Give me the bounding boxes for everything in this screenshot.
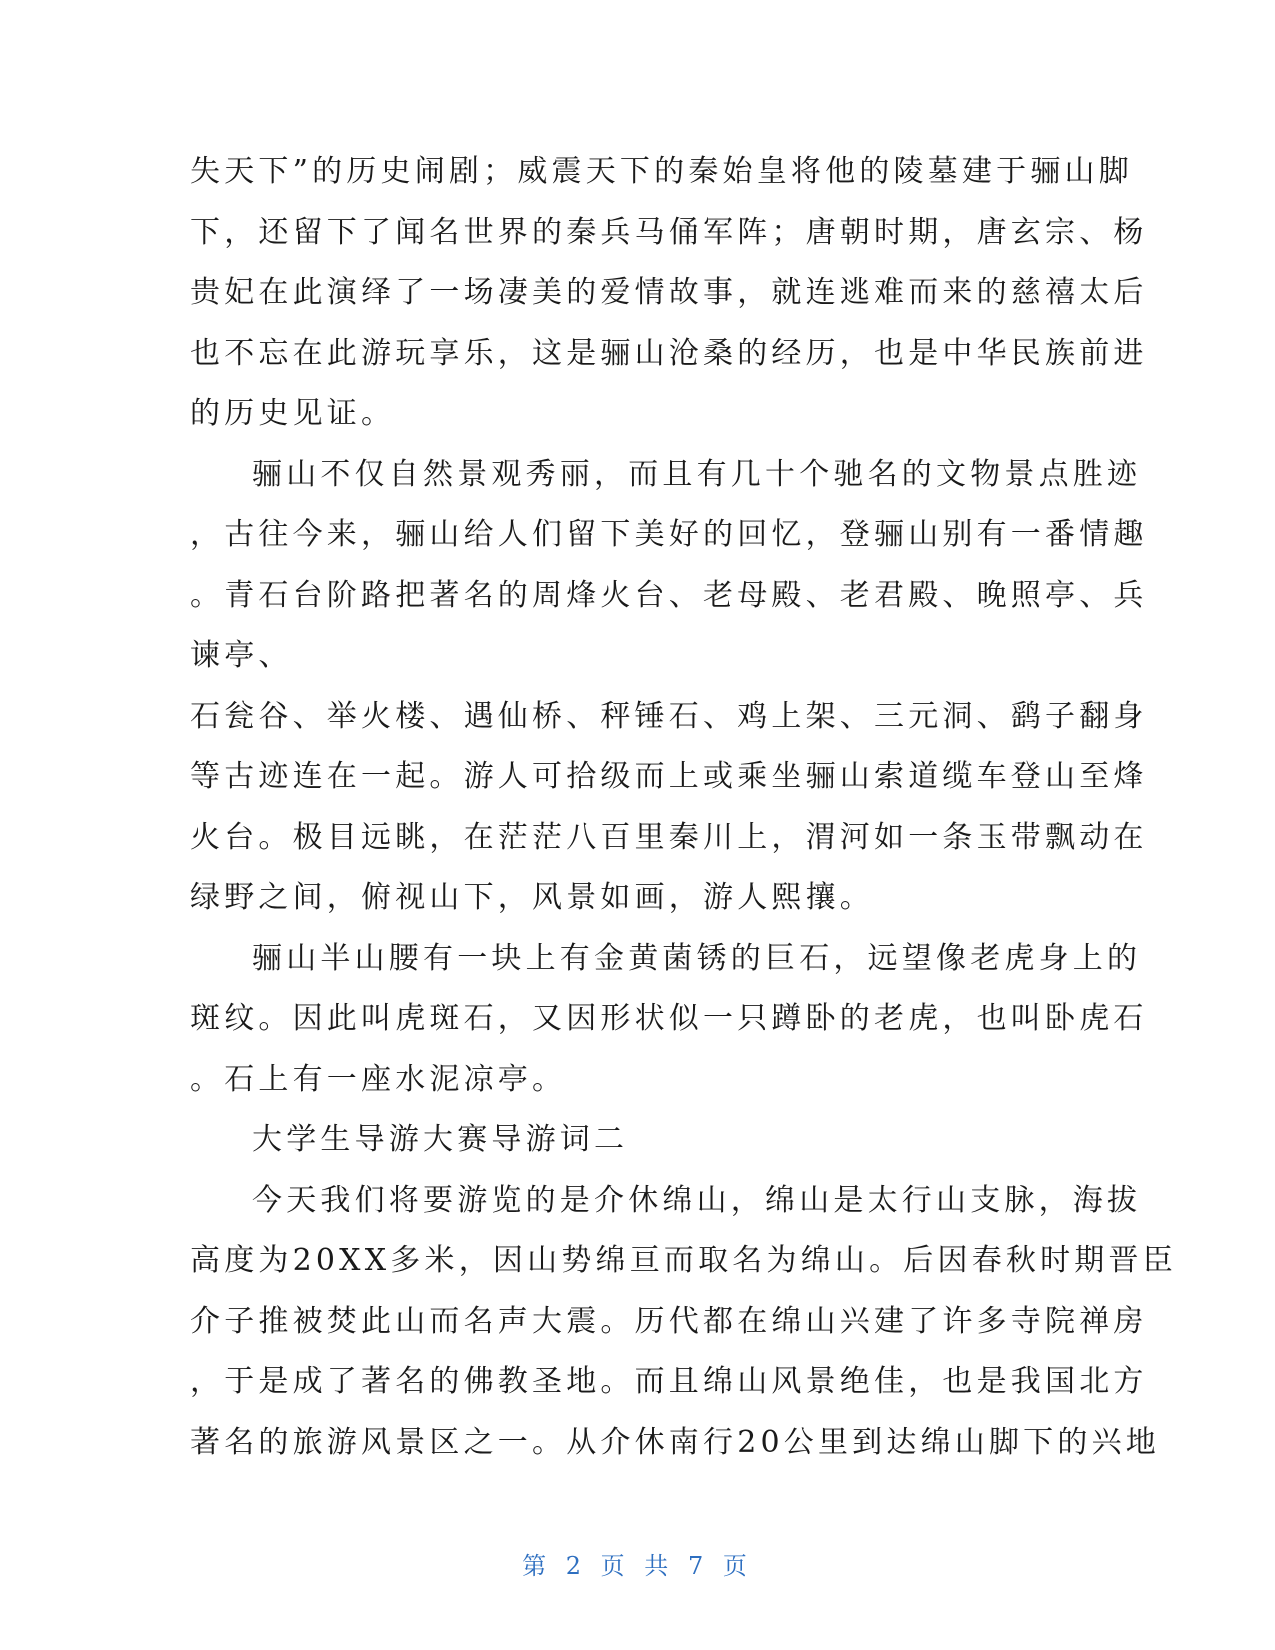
text-line: 。石上有一座水泥凉亭。 bbox=[190, 1061, 567, 1097]
text-line: 高度为20XX多米，因山势绵亘而取名为绵山。后因春秋时期晋臣 bbox=[190, 1243, 1177, 1278]
text-line: ，古往今来，骊山给人们留下美好的回忆，登骊山别有一番情趣 bbox=[190, 517, 1148, 552]
section-heading: 大学生导游大赛导游词二 bbox=[252, 1122, 629, 1157]
text-line: 斑纹。因此叫虎斑石，又因形状似一只蹲卧的老虎，也叫卧虎石 bbox=[190, 1001, 1148, 1036]
page-number-footer: 第 2 页 共 7 页 bbox=[522, 1552, 753, 1580]
text-line: 绿野之间，俯视山下，风景如画，游人熙攘。 bbox=[190, 880, 874, 915]
document-body bbox=[190, 142, 1177, 1473]
text-line: 谏亭、 bbox=[190, 638, 293, 673]
text-line: 下，还留下了闻名世界的秦兵马俑军阵；唐朝时期，唐玄宗、杨 bbox=[190, 214, 1148, 250]
text-line: 失天下”的历史闹剧；威震天下的秦始皇将他的陵墓建于骊山脚 bbox=[190, 154, 1133, 189]
text-line: 贵妃在此演绎了一场凄美的爱情故事，就连逃难而来的慈禧太后 bbox=[190, 275, 1148, 310]
paragraph-first-line: 骊山不仅自然景观秀丽，而且有几十个驰名的文物景点胜迹 bbox=[252, 456, 1142, 492]
text-line: 等古迹连在一起。游人可拾级而上或乘坐骊山索道缆车登山至烽 bbox=[190, 759, 1148, 794]
text-line: 火台。极目远眺，在茫茫八百里秦川上，渭河如一条玉带飘动在 bbox=[190, 819, 1148, 855]
text-line: 介子推被焚此山而名声大震。历代都在绵山兴建了许多寺院禅房 bbox=[190, 1303, 1148, 1339]
text-line: 。青石台阶路把著名的周烽火台、老母殿、老君殿、晚照亭、兵 bbox=[190, 577, 1148, 613]
paragraph-first-line: 今天我们将要游览的是介休绵山，绵山是太行山支脉，海拔 bbox=[252, 1182, 1142, 1218]
text-line: 的历史见证。 bbox=[190, 396, 396, 431]
text-line: 著名的旅游风景区之一。从介休南行20公里到达绵山脚下的兴地 bbox=[190, 1424, 1160, 1460]
text-line: 也不忘在此游玩享乐，这是骊山沧桑的经历，也是中华民族前进 bbox=[190, 335, 1148, 371]
paragraph-first-line: 骊山半山腰有一块上有金黄菌锈的巨石，远望像老虎身上的 bbox=[252, 940, 1142, 976]
text-line: ，于是成了著名的佛教圣地。而且绵山风景绝佳，也是我国北方 bbox=[190, 1364, 1148, 1399]
text-line: 石瓮谷、举火楼、遇仙桥、秤锤石、鸡上架、三元洞、鹞子翻身 bbox=[190, 698, 1148, 734]
